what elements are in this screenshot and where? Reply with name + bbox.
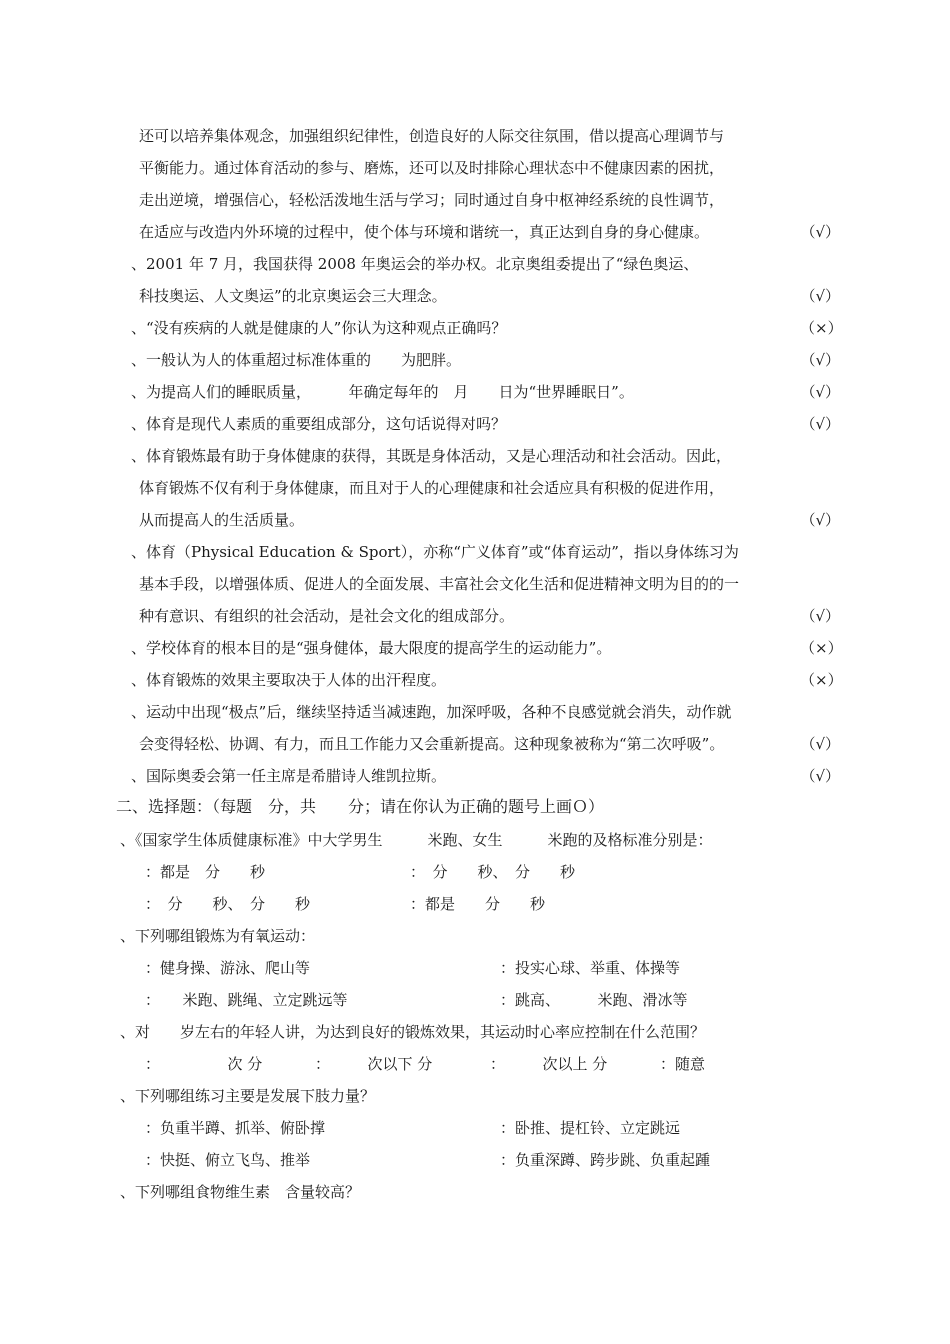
option-a[interactable]: ：都是 分 秒 <box>145 863 266 881</box>
question-stem: 、对 岁左右的年轻人讲，为达到良好的锻炼效果，其运动时心率应控制在什么范围？ <box>120 1023 706 1041</box>
judge-text-line: 、运动中出现“极点”后，继续坚持适当减速跑，加深呼吸，各种不良感觉就会消失，动作就 <box>131 703 732 721</box>
option-b[interactable]: ： 分 秒、 分 秒 <box>410 863 576 881</box>
judge-text-line: 、体育锻炼的效果主要取决于人体的出汗程度。 <box>131 671 447 689</box>
answer-mark: （√） <box>800 287 840 305</box>
option-c[interactable]: ： 次以上 分 <box>490 1055 608 1073</box>
answer-mark: （√） <box>800 415 840 433</box>
judge-text-line: 平衡能力。通过体育活动的参与、磨炼，还可以及时排除心理状态中不健康因素的困扰， <box>139 159 725 177</box>
judge-text-line: 、“没有疾病的人就是健康的人”你认为这种观点正确吗？ <box>131 319 507 337</box>
answer-mark: （√） <box>800 351 840 369</box>
question-stem: 、下列哪组锻炼为有氧运动： <box>120 927 316 945</box>
judge-text-line: 、国际奥委会第一任主席是希腊诗人维凯拉斯。 <box>131 767 447 785</box>
option-d[interactable]: ：随意 <box>660 1055 706 1073</box>
judge-text-line: 、为提高人们的睡眠质量， 年确定每年的 月 日为“世界睡眠日”。 <box>131 383 634 401</box>
judge-text-line: 走出逆境，增强信心，轻松活泼地生活与学习；同时通过自身中枢神经系统的良性调节， <box>139 191 725 209</box>
judge-text-line: 、2001 年 7 月，我国获得 2008 年奥运会的举办权。北京奥组委提出了“绿色奥运、 <box>131 255 699 273</box>
judge-text-line: 、体育是现代人素质的重要组成部分，这句话说得对吗？ <box>131 415 507 433</box>
judge-text-line: 体育锻炼不仅有利于身体健康，而且对于人的心理健康和社会适应具有积极的促进作用， <box>139 479 725 497</box>
judge-text-line: 、学校体育的根本目的是“强身健体，最大限度的提高学生的运动能力”。 <box>131 639 612 657</box>
answer-mark: （√） <box>800 735 840 753</box>
answer-mark: （×） <box>800 639 843 657</box>
option-b[interactable]: ：卧推、提杠铃、立定跳远 <box>500 1119 681 1137</box>
answer-mark: （√） <box>800 383 840 401</box>
option-c[interactable]: ：快挺、俯立飞鸟、推举 <box>145 1151 311 1169</box>
answer-mark: （√） <box>800 223 840 241</box>
answer-mark: （√） <box>800 767 840 785</box>
option-b[interactable]: ：投实心球、举重、体操等 <box>500 959 681 977</box>
section-heading: 二、选择题：（每题 分，共 分；请在你认为正确的题号上画Ｏ） <box>116 797 605 816</box>
judge-text-line: 基本手段，以增强体质、促进人的全面发展、丰富社会文化生活和促进精神文明为目的的一 <box>139 575 740 593</box>
judge-text-line: 从而提高人的生活质量。 <box>139 511 305 529</box>
judge-text-line: 在适应与改造内外环境的过程中，使个体与环境和谐统一，真正达到自身的身心健康。 <box>139 223 710 241</box>
answer-mark: （√） <box>800 511 840 529</box>
option-d[interactable]: ：都是 分 秒 <box>410 895 546 913</box>
option-c[interactable]: ： 米跑、跳绳、立定跳远等 <box>145 991 348 1009</box>
judge-text-line: 种有意识、有组织的社会活动，是社会文化的组成部分。 <box>139 607 515 625</box>
judge-text-line: 、体育（Physical Education & Sport），亦称“广义体育”或“体育运动”，指以身体练习为 <box>131 543 739 561</box>
option-b[interactable]: ： 次以下 分 <box>315 1055 433 1073</box>
judge-text-line: 还可以培养集体观念，加强组织纪律性，创造良好的人际交往氛围，借以提高心理调节与 <box>139 127 725 145</box>
judge-text-line: 会变得轻松、协调、有力，而且工作能力又会重新提高。这种现象被称为“第二次呼吸”。 <box>139 735 725 753</box>
judge-text-line: 科技奥运、人文奥运”的北京奥运会三大理念。 <box>139 287 447 305</box>
option-a[interactable]: ：健身操、游泳、爬山等 <box>145 959 311 977</box>
answer-mark: （√） <box>800 607 840 625</box>
option-d[interactable]: ：跳高、 米跑、滑冰等 <box>500 991 688 1009</box>
judge-text-line: 、一般认为人的体重超过标准体重的 为肥胖。 <box>131 351 462 369</box>
answer-mark: （×） <box>800 319 843 337</box>
option-a[interactable]: ： 次 分 <box>145 1055 263 1073</box>
question-stem: 、下列哪组练习主要是发展下肢力量？ <box>120 1087 376 1105</box>
option-c[interactable]: ： 分 秒、 分 秒 <box>145 895 311 913</box>
option-d[interactable]: ：负重深蹲、跨步跳、负重起踵 <box>500 1151 711 1169</box>
question-stem: 、下列哪组食物维生素 含量较高？ <box>120 1183 361 1201</box>
judge-text-line: 、体育锻炼最有助于身体健康的获得，其既是身体活动，又是心理活动和社会活动。因此， <box>131 447 732 465</box>
answer-mark: （×） <box>800 671 843 689</box>
option-a[interactable]: ：负重半蹲、抓举、俯卧撑 <box>145 1119 326 1137</box>
question-stem: 、《国家学生体质健康标准》中大学男生 米跑、女生 米跑的及格标准分别是： <box>120 831 713 849</box>
